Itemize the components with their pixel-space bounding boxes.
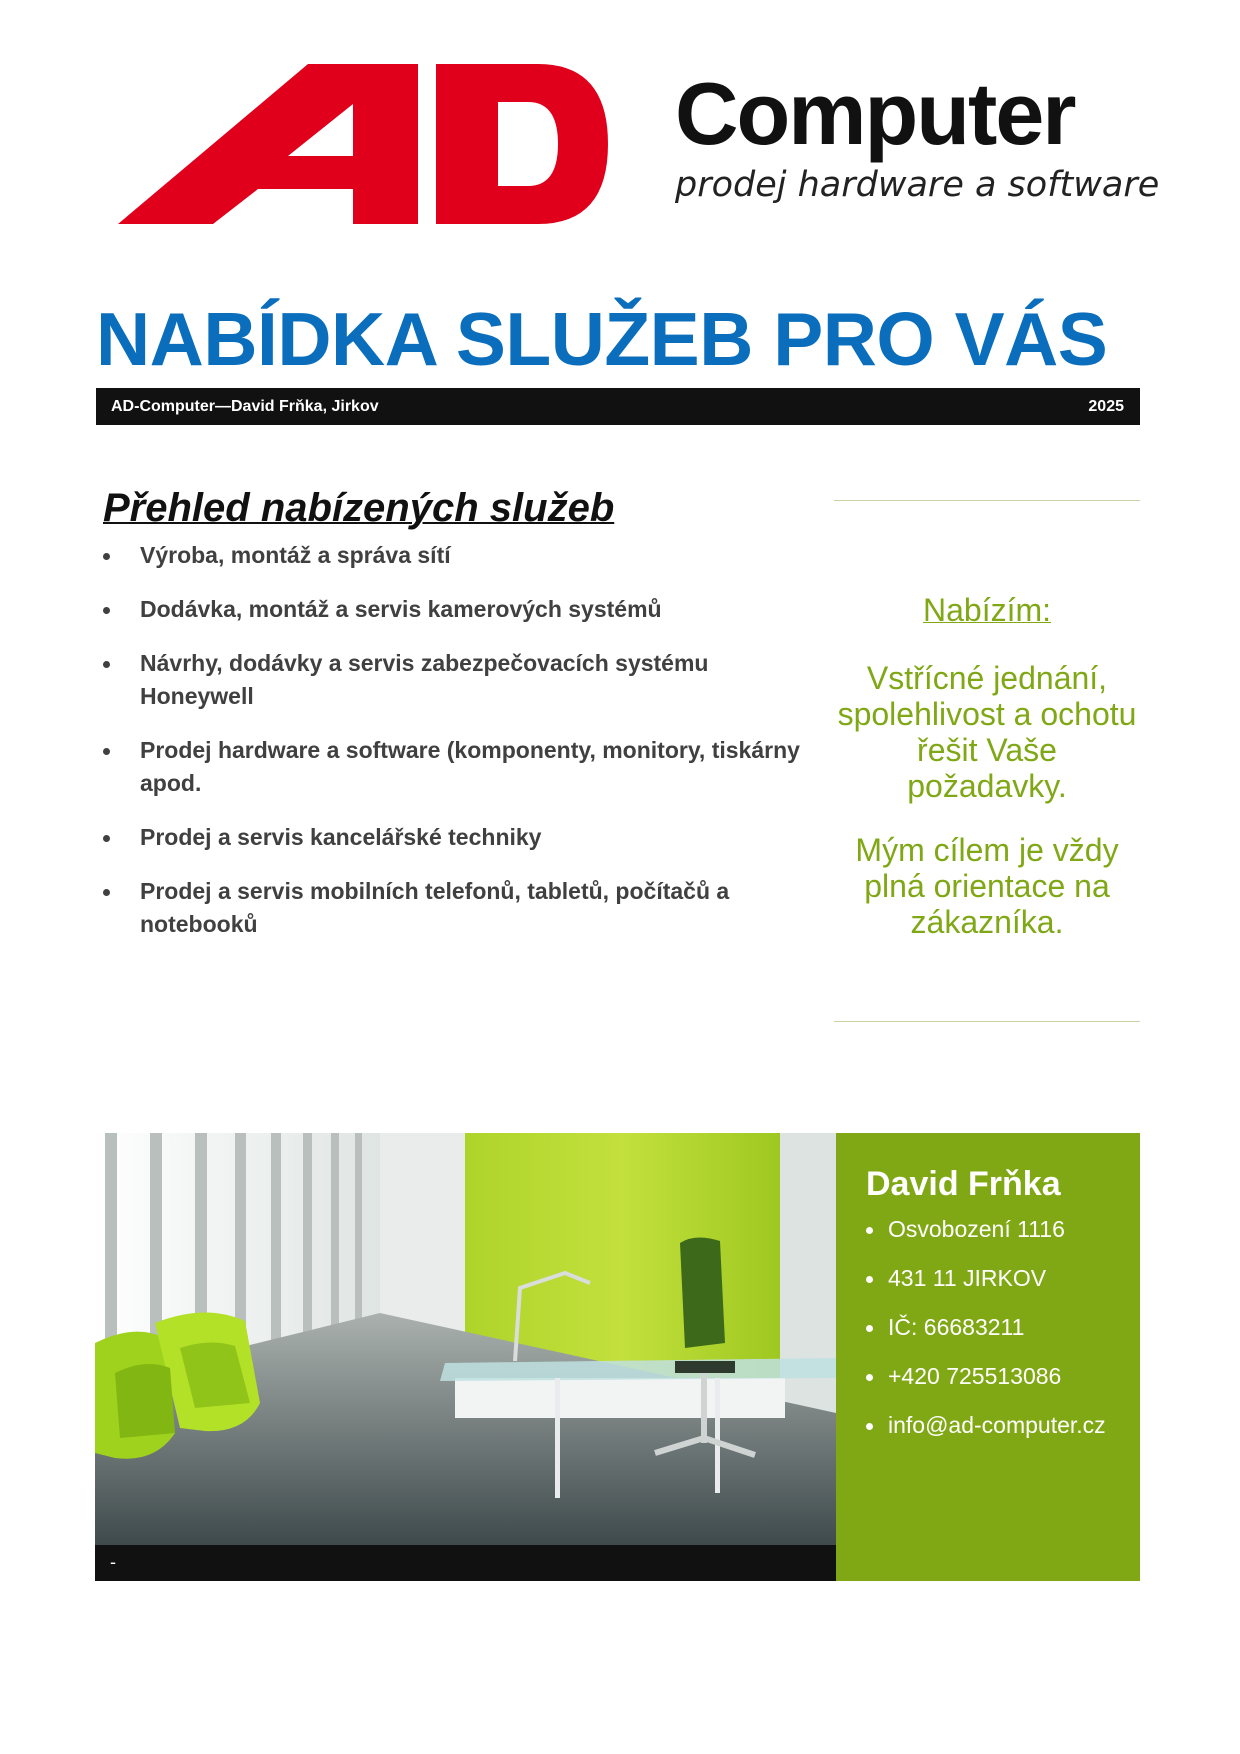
- office-photo: [95, 1133, 836, 1545]
- photo-caption-bar: [95, 1545, 836, 1581]
- contact-list: [866, 1216, 1106, 1461]
- office-interior-image: [95, 1133, 836, 1545]
- contact-name: David Frňka: [866, 1165, 1061, 1203]
- header-company: AD-Computer—David Frňka, Jirkov: [111, 398, 379, 415]
- sidebar-top-divider: [834, 500, 1140, 501]
- contact-street: Osvobození 1116: [866, 1216, 1106, 1243]
- logo-tagline: prodej hardware a software: [675, 165, 1160, 205]
- page-title: NABÍDKA SLUŽEB PRO VÁS: [96, 297, 1108, 381]
- offer-sidebar: [834, 590, 1140, 968]
- services-section: [103, 486, 803, 962]
- contact-city: 431 11 JIRKOV: [866, 1265, 1106, 1292]
- logo-brand-name: Computer: [675, 64, 1075, 163]
- services-list: [103, 539, 803, 941]
- sidebar-bottom-divider: [834, 1021, 1140, 1022]
- offer-heading: Nabízím:: [922, 592, 1052, 628]
- logo-mark-text: [388, 122, 389, 123]
- contact-company-id: IČ: 66683211: [866, 1314, 1106, 1341]
- service-item: Prodej hardware a software (komponenty, monitory, tiskárny apod.: [103, 734, 803, 800]
- photo-caption: -: [110, 1552, 116, 1572]
- contact-box: [836, 1133, 1140, 1581]
- contact-phone[interactable]: +420 725513086: [866, 1363, 1106, 1390]
- ad-logo-shape: [118, 64, 608, 224]
- header-bar: [96, 388, 1140, 425]
- ad-logo-mark-icon: [118, 64, 638, 239]
- offer-paragraph-2: Mým cílem je vždy plná orientace na zákazníka.: [855, 831, 1119, 940]
- services-heading: Přehled nabízených služeb: [103, 486, 615, 530]
- service-item: Dodávka, montáž a servis kamerových systémů: [103, 593, 803, 626]
- service-item: Prodej a servis kancelářské techniky: [103, 821, 803, 854]
- service-item: Výroba, montáž a správa sítí: [103, 539, 803, 572]
- service-item: Návrhy, dodávky a servis zabezpečovacích systému Honeywell: [103, 647, 803, 713]
- contact-email[interactable]: info@ad-computer.cz: [866, 1412, 1106, 1439]
- service-item: Prodej a servis mobilních telefonů, tabletů, počítačů a notebooků: [103, 875, 803, 941]
- offer-paragraph-1: Vstřícné jednání, spolehlivost a ochotu řešit Vaše požadavky.: [837, 659, 1137, 804]
- header-year: 2025: [1088, 398, 1124, 415]
